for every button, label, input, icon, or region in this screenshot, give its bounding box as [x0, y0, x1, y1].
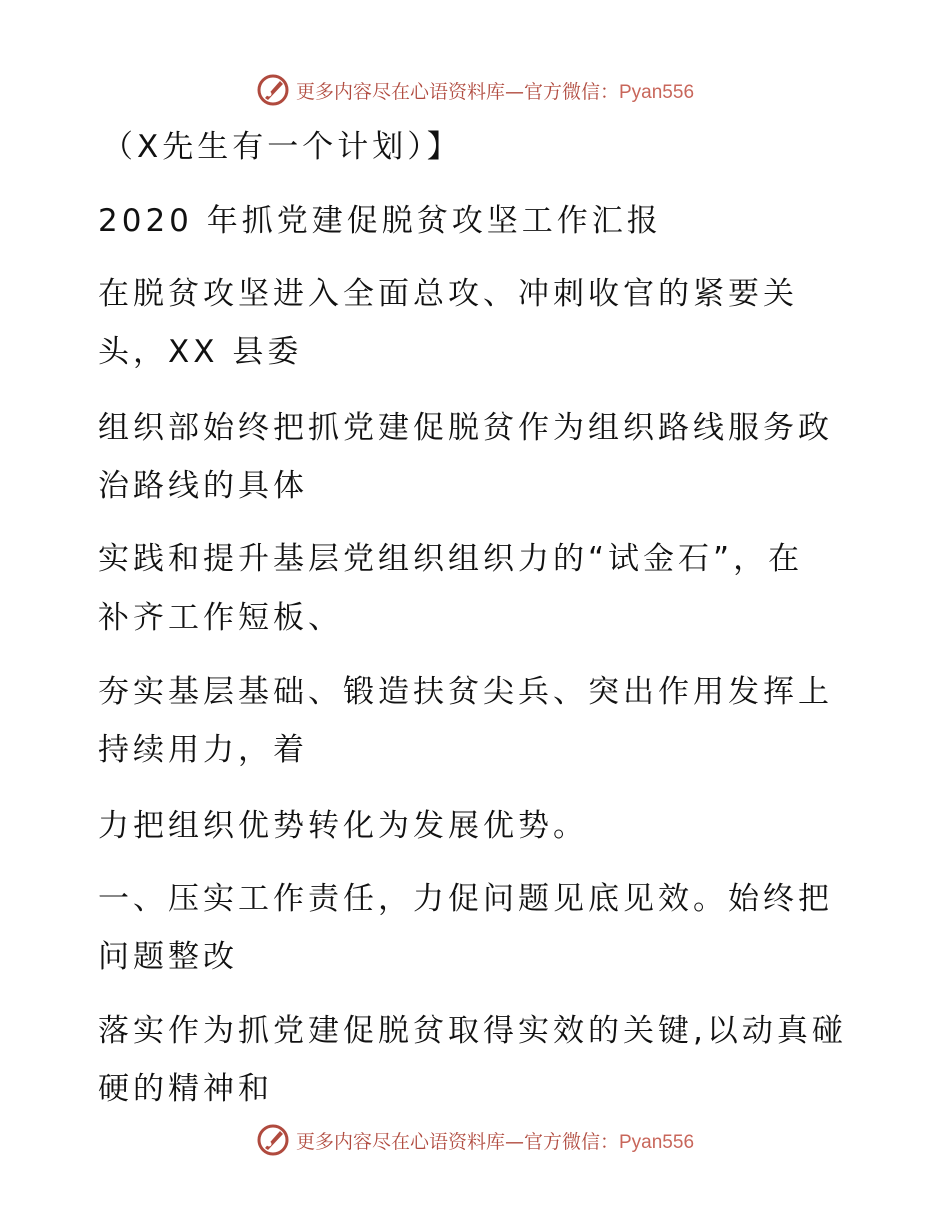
text-line: 在脱贫攻坚进入全面总攻、冲刺收官的紧要关 [98, 276, 798, 312]
text-line: 力把组织优势转化为发展优势。 [98, 808, 588, 844]
text-line: 落实作为抓党建促脱贫取得实效的关键,以动真碰 [98, 1013, 847, 1049]
text-line: 夯实基层基础、锻造扶贫尖兵、突出作用发挥上 [98, 674, 833, 710]
text-line: 组织部始终把抓党建促脱贫作为组织路线服务政 [98, 410, 833, 446]
text-line: 持续用力，着 [98, 732, 308, 768]
text-line: 一、压实工作责任，力促问题见底见效。始终把 [98, 881, 833, 917]
quill-seal-icon [256, 1123, 290, 1157]
footer-watermark [0, 1120, 950, 1160]
text-line: 治路线的具体 [98, 468, 308, 504]
text-line: 2020 年抓党建促脱贫攻坚工作汇报 [98, 203, 662, 239]
text-line: 问题整改 [98, 939, 238, 975]
text-line: 补齐工作短板、 [98, 600, 343, 636]
text-line: 硬的精神和 [98, 1071, 273, 1107]
watermark-text: 更多内容尽在心语资料库—官方微信：Pyan556 [295, 1130, 695, 1153]
text-line: （X先生有一个计划）】 [102, 129, 462, 165]
watermark-text: 更多内容尽在心语资料库—官方微信：Pyan556 [295, 80, 695, 103]
text-line: 头，XX 县委 [98, 334, 303, 370]
text-line: 实践和提升基层党组织组织力的“试金石”，在 [98, 541, 804, 577]
